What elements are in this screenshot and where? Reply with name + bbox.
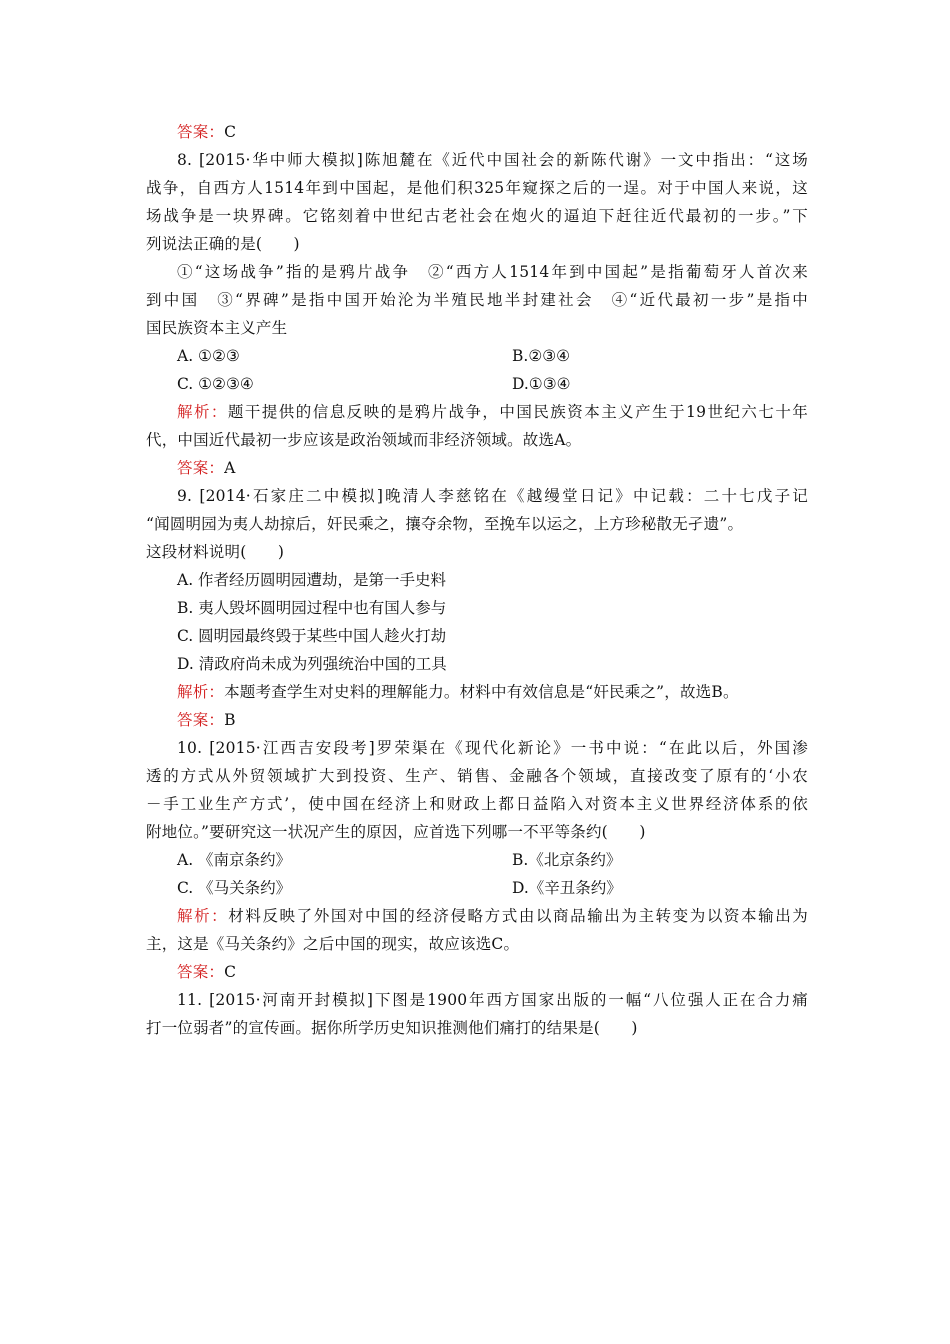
q9-answer: B bbox=[224, 711, 236, 729]
analysis-label: 解析： bbox=[177, 403, 228, 421]
q10-option-d: D.《辛丑条约》 bbox=[512, 879, 622, 897]
q9-stem-line-1: 9. [2014·石家庄二中模拟]晚清人李慈铭在《越缦堂日记》中记载：二十七戊子记 bbox=[177, 487, 808, 505]
q7-answer-line bbox=[177, 118, 808, 146]
q8-stem-line-1: 8. [2015·华中师大模拟]陈旭麓在《近代中国社会的新陈代谢》一文中指出：“这场 bbox=[177, 151, 808, 169]
q8-option-a: A. ①②③ bbox=[177, 347, 240, 365]
answer-label: 答案： bbox=[177, 711, 225, 729]
q9-option-c: C. 圆明园最终毁于某些中国人趁火打劫 bbox=[177, 627, 447, 645]
q10-answer: C bbox=[224, 963, 237, 981]
analysis-label: 解析： bbox=[177, 907, 229, 925]
q10-stem-line-4: 附地位。”要研究这一状况产生的原因，应首选下列哪一不平等条约( ) bbox=[146, 823, 646, 841]
q10-answer-line bbox=[177, 958, 808, 986]
q10-option-a: A. 《南京条约》 bbox=[177, 851, 292, 869]
q10-analysis-text-1: 材料反映了外国对中国的经济侵略方式由以商品输出为主转变为以资本输出为 bbox=[228, 907, 808, 925]
q10-stem-line-3: －手工业生产方式’，使中国在经济上和财政上都日益陷入对资本主义世界经济体系的依 bbox=[146, 795, 808, 813]
q10-option-c: C. 《马关条约》 bbox=[177, 879, 292, 897]
q9-answer-line bbox=[177, 706, 808, 734]
answer-label: 答案： bbox=[177, 963, 225, 981]
answer-label: 答案： bbox=[177, 459, 225, 477]
q8-stem-line-3: 场战争是一块界碑。它铭刻着中世纪古老社会在炮火的逼迫下赶往近代最初的一步。”下 bbox=[146, 207, 808, 225]
q11-stem-line-2: 打一位弱者”的宣传画。据你所学历史知识推测他们痛打的结果是( ) bbox=[146, 1019, 638, 1037]
q8-option-d: D.①③④ bbox=[512, 375, 571, 393]
q9-stem-line-3: 这段材料说明( ) bbox=[146, 543, 285, 561]
q8-statement-line-3: 国民族资本主义产生 bbox=[146, 319, 288, 337]
q9-option-b: B. 夷人毁坏圆明园过程中也有国人参与 bbox=[177, 599, 447, 617]
q10-option-b: B.《北京条约》 bbox=[512, 851, 622, 869]
q8-analysis-line-2: 代，中国近代最初一步应该是政治领域而非经济领域。故选A。 bbox=[146, 431, 582, 449]
q9-option-d: D. 清政府尚未成为列强统治中国的工具 bbox=[177, 655, 447, 673]
q8-answer: A bbox=[224, 459, 236, 477]
q8-stem-line-2: 战争，自西方人1514年到中国起，是他们积325年窥探之后的一逞。对于中国人来说，这 bbox=[146, 179, 808, 197]
q8-statement-line-2: 到中国 ③“界碑”是指中国开始沦为半殖民地半封建社会 ④“近代最初一步”是指中 bbox=[146, 291, 808, 309]
q9-option-a: A. 作者经历圆明园遭劫，是第一手史料 bbox=[177, 571, 447, 589]
q10-analysis-line-1 bbox=[177, 902, 808, 930]
q10-stem-line-1: 10. [2015·江西吉安段考]罗荣渠在《现代化新论》一书中说：“在此以后，外国渗 bbox=[177, 739, 808, 757]
q8-analysis-text-1: 题干提供的信息反映的是鸦片战争，中国民族资本主义产生于19世纪六七十年 bbox=[227, 403, 808, 421]
q7-answer: C bbox=[224, 123, 237, 141]
q9-analysis-line bbox=[177, 678, 808, 706]
answer-label: 答案： bbox=[177, 123, 225, 141]
analysis-label: 解析： bbox=[177, 683, 225, 701]
q8-analysis-line-1 bbox=[177, 398, 808, 426]
q9-stem-line-2: “闻圆明园为夷人劫掠后，奸民乘之，攘夺余物，至挽车以运之，上方珍秘散无孑遗”。 bbox=[146, 515, 744, 533]
q8-statement-line-1: ①“这场战争”指的是鸦片战争 ②“西方人1514年到中国起”是指葡萄牙人首次来 bbox=[177, 263, 808, 281]
q8-option-c: C. ①②③④ bbox=[177, 375, 254, 393]
q10-stem-line-2: 透的方式从外贸领域扩大到投资、生产、销售、金融各个领域，直接改变了原有的‘小农 bbox=[146, 767, 808, 785]
q8-stem-line-4: 列说法正确的是( ) bbox=[146, 235, 300, 253]
q10-analysis-line-2: 主，这是《马关条约》之后中国的现实，故应该选C。 bbox=[146, 935, 520, 953]
q11-stem-line-1: 11. [2015·河南开封模拟]下图是1900年西方国家出版的一幅“八位强人正在合力痛 bbox=[177, 991, 808, 1009]
q8-answer-line bbox=[177, 454, 808, 482]
q9-analysis-text: 本题考查学生对史料的理解能力。材料中有效信息是“奸民乘之”，故选B。 bbox=[224, 683, 739, 701]
q8-option-b: B.②③④ bbox=[512, 347, 571, 365]
